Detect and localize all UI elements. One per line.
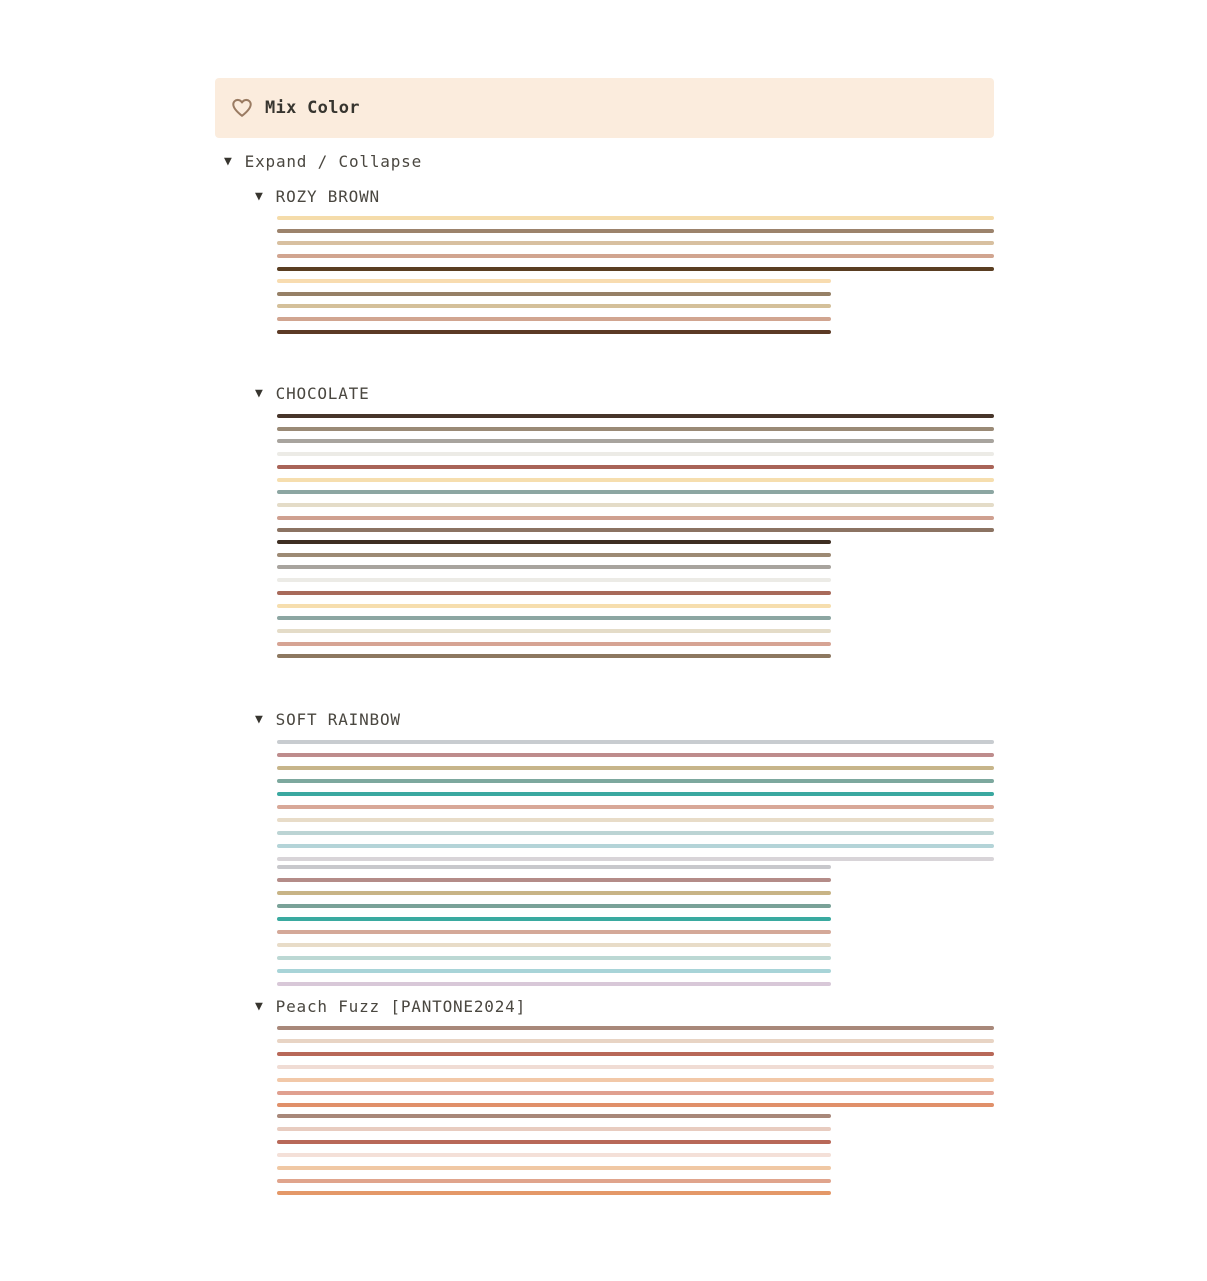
color-line xyxy=(277,969,831,973)
color-line xyxy=(277,279,831,283)
section-title: SOFT RAINBOW xyxy=(275,709,401,729)
section-toggle[interactable] xyxy=(255,707,401,731)
color-line xyxy=(277,229,994,233)
color-line xyxy=(277,528,994,532)
triangle-down-icon[interactable]: ▼ xyxy=(255,188,264,204)
color-line xyxy=(277,516,994,520)
color-line xyxy=(277,1166,831,1170)
color-line xyxy=(277,267,994,271)
color-line xyxy=(277,865,831,869)
triangle-down-icon[interactable]: ▼ xyxy=(255,998,264,1014)
callout-title: Mix Color xyxy=(265,98,360,118)
color-line xyxy=(277,616,831,620)
expand-collapse-label: Expand / Collapse xyxy=(244,151,422,171)
color-line xyxy=(277,1078,994,1082)
color-line xyxy=(277,740,994,744)
color-line xyxy=(277,766,994,770)
color-line xyxy=(277,1052,994,1056)
color-line xyxy=(277,1039,994,1043)
section-title: Peach Fuzz [PANTONE2024] xyxy=(275,996,527,1016)
color-line xyxy=(277,956,831,960)
color-line xyxy=(277,1191,831,1195)
section-title: CHOCOLATE xyxy=(275,383,370,403)
color-line xyxy=(277,943,831,947)
color-line xyxy=(277,878,831,882)
color-line xyxy=(277,1065,994,1069)
color-line xyxy=(277,292,831,296)
color-line xyxy=(277,654,831,658)
color-line xyxy=(277,591,831,595)
color-line xyxy=(277,1153,831,1157)
color-line xyxy=(277,1114,831,1118)
section-toggle[interactable] xyxy=(255,381,370,405)
color-line xyxy=(277,490,994,494)
color-line xyxy=(277,1127,831,1131)
heart-icon xyxy=(231,97,253,119)
color-line xyxy=(277,304,831,308)
expand-collapse-toggle[interactable] xyxy=(224,149,422,173)
section-toggle[interactable] xyxy=(255,994,526,1018)
section-title: ROZY BROWN xyxy=(275,186,380,206)
section-toggle[interactable] xyxy=(255,184,380,208)
color-line xyxy=(277,917,831,921)
color-line xyxy=(277,317,831,321)
color-line xyxy=(277,1026,994,1030)
color-line xyxy=(277,565,831,569)
color-line xyxy=(277,891,831,895)
color-line xyxy=(277,540,831,544)
color-line xyxy=(277,254,994,258)
triangle-down-icon[interactable]: ▼ xyxy=(255,711,264,727)
color-line xyxy=(277,1179,831,1183)
color-line xyxy=(277,465,994,469)
color-line xyxy=(277,330,831,334)
triangle-down-icon[interactable]: ▼ xyxy=(255,385,264,401)
color-line xyxy=(277,753,994,757)
color-line xyxy=(277,604,831,608)
color-line xyxy=(277,642,831,646)
color-line xyxy=(277,427,994,431)
color-line xyxy=(277,844,994,848)
color-line xyxy=(277,982,831,986)
color-line xyxy=(277,779,994,783)
color-line xyxy=(277,629,831,633)
color-line xyxy=(277,503,994,507)
color-line xyxy=(277,1091,994,1095)
color-line xyxy=(277,792,994,796)
color-line xyxy=(277,930,831,934)
color-line xyxy=(277,857,994,861)
color-line xyxy=(277,904,831,908)
color-line xyxy=(277,452,994,456)
color-line xyxy=(277,241,994,245)
color-line xyxy=(277,831,994,835)
triangle-down-icon[interactable]: ▼ xyxy=(224,153,233,169)
color-line xyxy=(277,1103,994,1107)
color-line xyxy=(277,1140,831,1144)
color-line xyxy=(277,439,994,443)
color-line xyxy=(277,478,994,482)
color-line xyxy=(277,818,994,822)
color-line xyxy=(277,553,831,557)
color-line xyxy=(277,805,994,809)
color-line xyxy=(277,414,994,418)
mix-color-callout xyxy=(215,78,994,138)
color-line xyxy=(277,578,831,582)
color-line xyxy=(277,216,994,220)
